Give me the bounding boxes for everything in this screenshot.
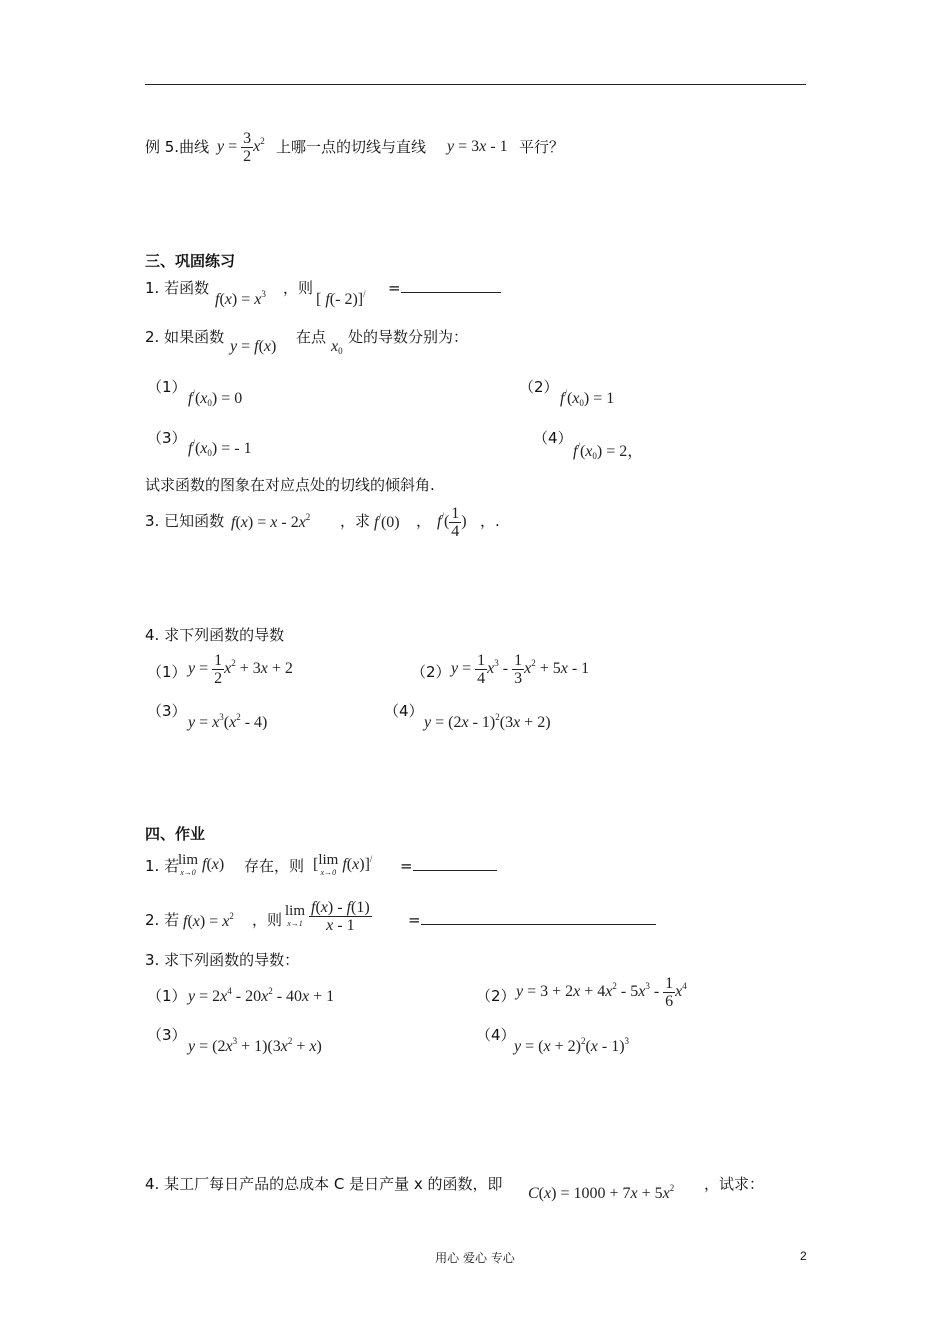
s3-q2-label: 2. 如果函数 [145,328,225,346]
s4-q3-item2-label: （2） [476,987,516,1005]
s3-q1-expression: [ f(- 2)]/ [316,289,366,308]
example5-curve-formula: y = $\frac{3}{2}$ $x^2$ [217,130,265,165]
s3-q4-item2-label: （2） [411,663,451,681]
s3-q4-item4-label: （4） [384,702,424,720]
example5-text2: 上哪一点的切线与直线 [276,138,427,156]
s4-q3-item4-formula: $y = (x + 2)^2(x - 1)^3$ [514,1036,630,1055]
s3-q4-item3-formula: $y = x^3(x^2 - 4)$ [188,712,268,731]
s3-q3-value2: f/( $\frac{1}{4}$ ) [437,505,467,540]
example5-line-formula: y = 3x - 1 [447,138,508,155]
s3-q1-label: 1. 若函数 [145,279,210,297]
example5-label: 例 5.曲线 [145,138,210,156]
s3-q4-item3-label: （3） [147,702,187,720]
s4-q4-label: 4. 某工厂每日产品的总成本 C 是日产量 x 的函数，即 [145,1175,503,1193]
s3-q3-function: $f(x) = x - 2x^2$ [231,512,311,531]
s4-q2-equals: = [408,911,656,929]
s4-q3-item3-formula: $y = (2x^3 + 1)(3x^2 + x)$ [188,1036,322,1055]
s3-q4-item4-formula: y = (2x - 1)$^2$(3x + 2) [424,712,551,731]
s3-q3-tail: ，. [480,512,500,530]
s3-q2-item3-formula: $f^/(x_0)$ = - 1 [188,438,252,458]
s4-q3-item1-label: （1） [147,987,187,1005]
s3-q2-item4-label: （4） [533,429,573,447]
s3-q3-label: 3. 已知函数 [145,512,225,530]
s4-q4-function: $C(x) = 1000 + 7x + 5x^2$ [528,1183,675,1202]
s4-q2-mid: ，则 [252,911,283,929]
s4-q1-limit: lim x→0 f(x) [178,852,225,877]
s4-q4-tail: ，试求： [704,1175,765,1193]
s4-q1-equals: = [400,857,497,875]
s3-q2-tail: 处的导数分别为： [348,328,469,346]
s4-q2-limit: lim x→1 $\frac{f(x) - f(1)}{x - 1}$ [285,899,370,934]
s3-q4-item2-formula: y = $\frac{1}{4}$ $x^3$ - $\frac{1}{3}$ $x^2 + 5x - 1$ [451,652,590,687]
s3-q3-value1: f/(0) [374,512,400,531]
s3-q2-point: $x_0$ [331,338,343,356]
s4-q1-expression: [ lim x→0 f(x)]/ [313,852,373,877]
answer-blank[interactable] [421,914,656,925]
example5-text3: 平行？ [519,138,565,156]
s3-q2-item1-label: （1） [147,378,187,396]
s4-q1-mid: 存在，则 [244,857,305,875]
s4-q3-item4-label: （4） [476,1026,516,1044]
page-number: 2 [800,1249,807,1263]
s3-q4-label: 4. 求下列函数的导数 [145,626,285,644]
s3-q3-sep: ， [416,512,432,530]
s3-q2-item2-label: （2） [519,378,559,396]
s4-q2-function: $f(x) = x^2$ [183,911,234,930]
footer-slogan: 用心 爱心 专心 [435,1251,515,1265]
s4-q1-label: 1. 若 [145,857,180,875]
s3-q2-after: 试求函数的图象在对应点处的切线的倾斜角. [145,476,435,494]
s3-q1-function: $f(x) = x^3$ [215,289,266,308]
section3-heading: 三、巩固练习 [145,252,236,270]
answer-blank[interactable] [413,860,497,871]
s3-q2-item2-formula: $f^/(x_0) = 1$ [560,388,615,408]
answer-blank[interactable] [401,282,501,293]
s3-q2-item3-label: （3） [147,429,187,447]
s4-q3-label: 3. 求下列函数的导数： [145,951,300,969]
s4-q3-item2-formula: $y = 3 + 2x + 4x^2 - 5x^3$ - $\frac{1}{6}$ $x^4$ [516,975,687,1010]
s3-q2-mid: 在点 [296,328,327,346]
s3-q2-function: y = f(x) [230,338,277,355]
s3-q2-item4-formula: $f^/(x_0) = 2$， [573,441,644,461]
s3-q4-item1-formula: y = $\frac{1}{2}$ $x^2 + 3x + 2$ [188,652,293,687]
s4-q2-label: 2. 若 [145,911,180,929]
s3-q1-mid: ，则 [283,279,314,297]
s4-q3-item3-label: （3） [147,1026,187,1044]
s4-q3-item1-formula: $y = 2x^4 - 20x^2 - 40x + 1$ [188,986,335,1005]
header-rule [145,84,806,85]
section4-heading: 四、作业 [145,825,206,843]
s3-q4-item1-label: （1） [147,663,187,681]
s3-q1-equals: = [388,279,501,297]
s3-q2-item1-formula: $f^/(x_0) = 0$ [188,388,243,408]
s3-q3-mid: ，求 [340,512,371,530]
